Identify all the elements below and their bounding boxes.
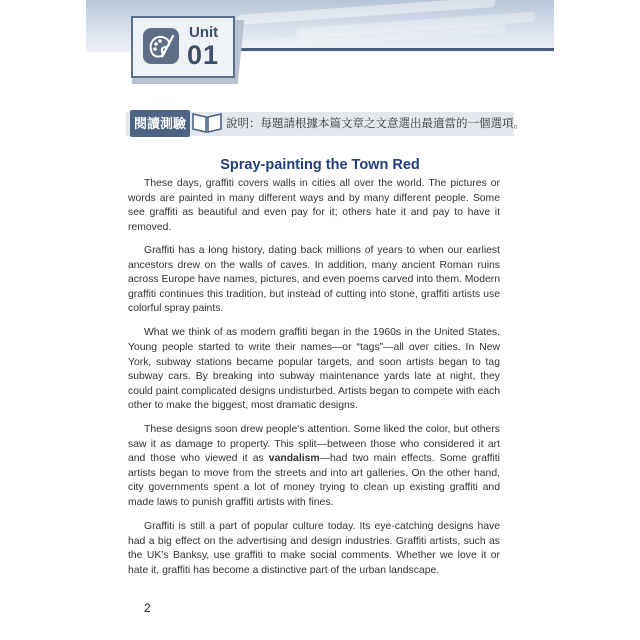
paragraph-text: These designs soon drew people’s attention. Some liked the color, but others saw it as damage to property. This split—between those who considered it art and those who viewed it as [128,424,500,465]
paragraph: Graffiti is still a part of popular culture today. Its eye-catching designs have had a big effect on the advertising and design industries. Graffiti artists, such as the UK’s Banksy, use graffiti to make social comments. Whether we love it or hate it, graffiti has become a distinctive part of the urban landscape. [128,520,500,576]
palette-brush-icon [143,28,179,64]
paragraph: Graffiti has a long history, dating back millions of years to when our earliest ancestors drew on the walls of caves. In addition, many ancient Roman ruins across Europe have names, pictures, and even poems carved into them. Modern graffiti continues this tradition, but instead of cutting into stone, graffiti artists use colorful spray paints. [128,245,500,315]
open-book-icon [190,109,224,135]
paragraph: What we think of as modern graffiti began in the 1960s in the United States. Young people started to write their names—or “tags”—all over cities. In New York, subway stations became popular targets, and soon artists began to tag subway cars. By breaking into subway maintenance yards late at night, they could paint complicated designs undisturbed. Artists began to compete with each other to make the biggest, most dramatic designs. [128,327,500,412]
article-body [128,177,500,578]
page [86,0,554,640]
paragraph: These days, graffiti covers walls in cities all over the world. The pictures or words are painted in many different ways and by many different people. Some see graffiti as beautiful and even pay for it; others hate it and pay to have it removed. [128,178,500,233]
instruction-text: 說明：每題請根據本篇文章之文意選出最適當的一個選項。 [226,118,525,130]
unit-label: Unit [189,24,219,41]
reading-test-tag: 閱讀測驗 [130,110,190,137]
paragraph [128,423,500,510]
page-number: 2 [144,601,151,615]
article-title: Spray-painting the Town Red [220,157,420,173]
paragraph-text: —had two main effects. Some graffiti artists began to move from the streets and into art galleries. On the other hand, city governments spent a lot of money trying to clean up existing graffiti and made laws to punish graffiti artists with fines. [128,453,500,508]
unit-badge [131,16,235,78]
unit-number: 01 [187,40,220,70]
vocab-word-vandalism: vandalism [268,453,320,465]
